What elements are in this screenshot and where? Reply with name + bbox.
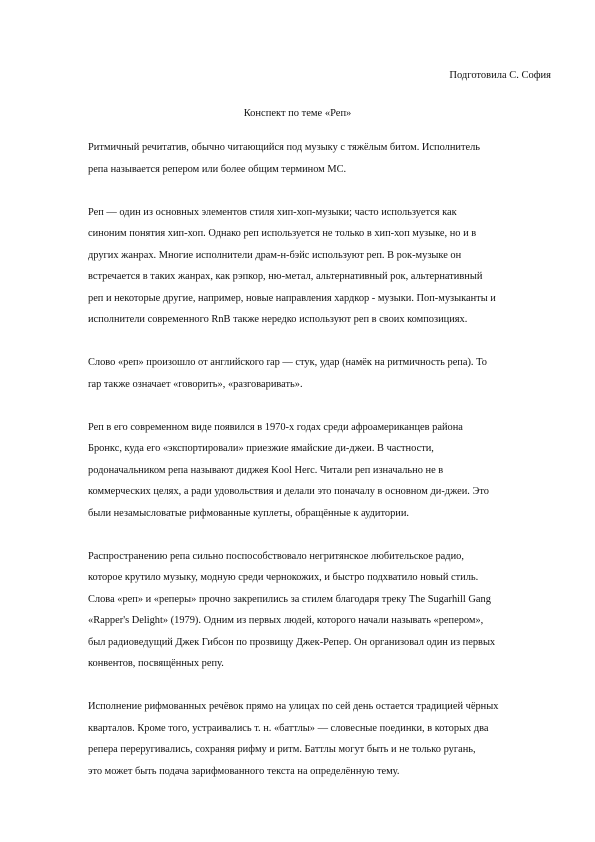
text-line: Реп — один из основных элементов стиля хип-хоп-музыки; часто используется как [88,206,457,218]
text-line: Ритмичный речитатив, обычно читающийся под музыку с тяжёлым битом. Исполнитель [88,142,481,153]
text-line: родоначальником репа называют диджея Kool Herc. Читали реп изначально не в [88,464,444,476]
text-line: кварталов. Кроме того, устраивались т. н. «баттлы» — словесные поединки, в которых два [88,722,489,734]
text-line: Слова «реп» и «реперы» прочно закрепились за стилем благодаря треку The Sugarhill Gang [88,593,491,605]
paragraph-5 [88,546,558,675]
paragraph-2 [88,202,558,331]
text-line: был радиоведущий Джек Гибсон по прозвищу Джек-Репер. Он организовал один из первых [88,636,496,648]
text-line: исполнители современного RnB также нередко используют реп в своих композициях. [88,314,468,325]
text-line: Бронкс, куда его «экспортировали» приезжие ямайские ди-джеи. В частности, [88,443,434,454]
text-line: это может быть подача зарифмованного текста на определённую тему. [88,765,400,777]
paragraph-1 [88,137,558,180]
text-line: Реп в его современном виде появился в 1970-х годах среди афроамериканцев района [88,421,463,433]
text-line: коммерческих целях, а ради удовольствия и делали это поначалу в основном ди-джеи. Это [88,486,489,497]
text-line: Слово «реп» произошло от английского rap — стук, удар (намёк на ритмичность репа). То [88,357,487,368]
text-line: rap также означает «говорить», «разговаривать». [88,378,303,390]
text-line: синоним понятия хип-хоп. Однако реп используется не только в хип-хоп музыке, но и в [88,228,477,239]
text-line: «Rapper's Delight» (1979). Одним из первых людей, которого начали называть «репером», [88,615,484,626]
text-line: Распространению репа сильно поспособствовало негритянское любительское радио, [88,550,464,562]
text-line: были незамысловатые рифмованные куплеты, обращённые к аудитории. [88,507,409,519]
paragraph-4 [88,417,558,525]
author-line: Подготовила С. София [449,70,551,81]
text-line: репера переругивались, сохраняя рифму и ритм. Баттлы могут быть и не только ругань, [88,744,476,755]
text-line: реп и некоторые другие, например, новые направления хардкор - музыки. Поп-музыканты и [88,292,496,304]
paragraph-3 [88,352,558,395]
paragraph-6 [88,696,558,782]
document-body [88,137,558,804]
text-line: Исполнение рифмованных речёвок прямо на улицах по сей день остается традицией чёрных [88,701,499,712]
text-line: репа называется репером или более общим термином MC. [88,163,347,175]
text-line: встречается в таких жанрах, как рэпкор, ню-метал, альтернативный рок, альтернативный [88,271,483,282]
text-line: других жанрах. Многие исполнители драм-н-бэйс используют реп. В рок-музыке он [88,249,462,261]
text-line: конвентов, посвящённых репу. [88,658,224,669]
text-line: которое крутило музыку, модную среди чернокожих, и быстро подхватило новый стиль. [88,572,479,583]
document-title: Конспект по теме «Реп» [243,108,352,119]
